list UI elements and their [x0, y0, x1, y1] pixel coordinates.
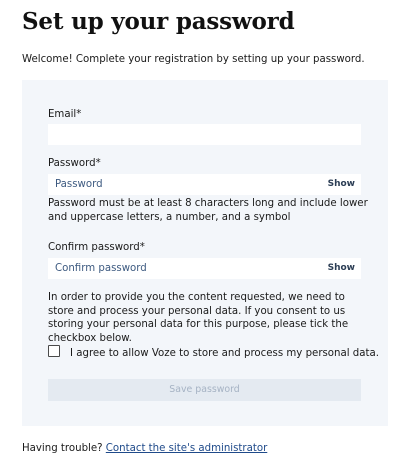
trouble-text: Having trouble? [22, 443, 103, 454]
data-consent-text: In order to provide you the content requested, we need to store and process your personal data. If you consent to us storing your personal data for this purpose, please tick the checkbox below. [48, 292, 349, 344]
password-field-wrapper [48, 174, 361, 195]
confirm-password-show-toggle[interactable]: Show [327, 263, 355, 273]
email-label: Email* [48, 109, 82, 120]
consent-checkbox-label[interactable]: I agree to allow Voze to store and process my personal data. [70, 348, 379, 359]
page-title: Set up your password [22, 8, 295, 35]
confirm-password-field-wrapper [48, 258, 361, 279]
confirm-password-label: Confirm password* [48, 242, 145, 253]
email-field-wrapper [48, 124, 361, 145]
confirm-password-field[interactable] [48, 258, 318, 279]
consent-checkbox[interactable] [48, 345, 60, 357]
registration-form-panel [22, 80, 388, 426]
contact-admin-link[interactable]: Contact the site's administrator [105, 443, 268, 454]
help-footer [22, 442, 267, 456]
password-field[interactable] [48, 174, 318, 195]
password-requirements-hint: Password must be at least 8 characters long and include lower and uppercase letters, a number, and a symbol [48, 198, 368, 223]
password-show-toggle[interactable]: Show [327, 179, 355, 189]
save-password-button[interactable]: Save password [48, 379, 361, 401]
password-label: Password* [48, 158, 101, 169]
email-field[interactable] [48, 124, 318, 145]
welcome-message: Welcome! Complete your registration by setting up your password. [22, 54, 365, 65]
